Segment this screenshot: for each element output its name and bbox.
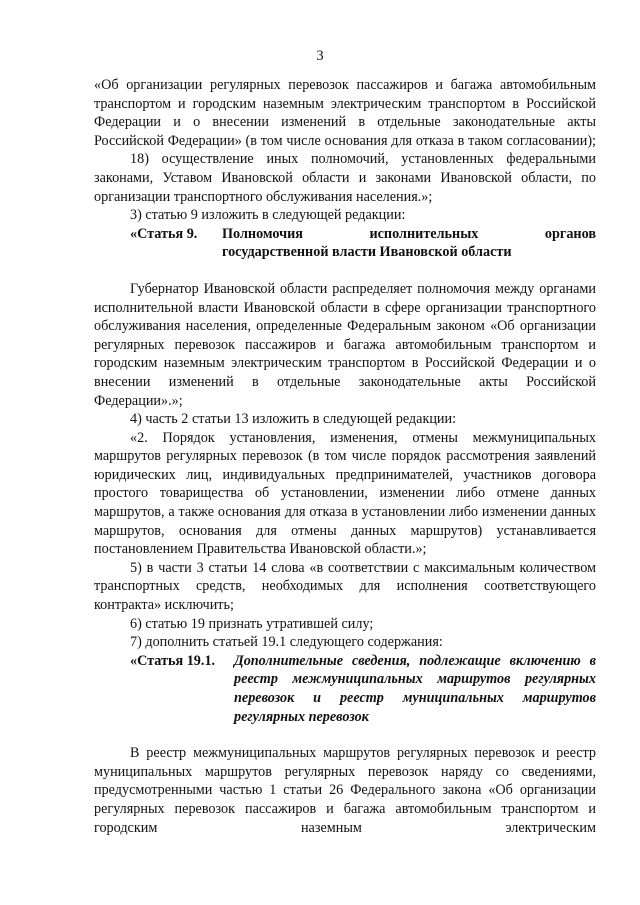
paragraph-item-4: 4) часть 2 статьи 13 изложить в следующей редакции:	[130, 411, 457, 428]
document-body	[94, 76, 596, 837]
paragraph-part-2: «2. Порядок установления, изменения, отмены межмуниципальных маршрутов регулярных перевозок (в том числе порядок рассмотрения заявлений юридических лиц, индивидуальных предпринимателей, участников договора простого товарищества об установлении, изменении либо отмене данных маршрутов, а также основания для отказа в установлении либо изменении данных маршрутов, основания для отмены данных маршрутов) устанавливается постановлением Правительства Ивановской области.»;	[94, 429, 596, 558]
paragraph-registry: В реестр межмуниципальных маршрутов регулярных перевозок и реестр муниципальных маршрутов регулярных перевозок наряду со сведениями, предусмотренными частью 1 статьи 26 Федерального закона «Об организации регулярных перевозок пассажиров и багажа автомобильным транспортом и городским наземным электрическим	[94, 745, 596, 836]
article-19-1-title: Дополнительные сведения, подлежащие включению в реестр межмуниципальных маршрутов регулярных перевозок и реестр муниципальных маршрутов регулярных перевозок	[234, 652, 596, 725]
paragraph-item-3: 3) статью 9 изложить в следующей редакции:	[130, 207, 406, 224]
paragraph-law-reference: «Об организации регулярных перевозок пассажиров и багажа автомобильным транспортом и городским наземным электрическим транспортом в Российской Федерации и о внесении изменений в отдельные законодательные акты Российской Федерации» (в том числе основания для отказа в таком согласовании);	[94, 77, 596, 149]
paragraph-item-5: 5) в части 3 статьи 14 слова «в соответствии с максимальным количеством транспортных средств, необходимых для исполнения соответствующего контракта» исключить;	[94, 559, 596, 614]
paragraph-item-18: 18) осуществление иных полномочий, установленных федеральными законами, Уставом Ивановской области и законами Ивановской области, по организации транспортного обслуживания населения.»;	[94, 151, 596, 205]
paragraph-governor: Губернатор Ивановской области распределяет полномочия между органами исполнительной власти Ивановской области в сфере организации транспортного обслуживания населения, определенные Федеральным законом «Об организации регулярных перевозок пассажиров и багажа автомобильным транспортом и городским наземным электрическим транспортом в Российской Федерации и о внесении изменений в отдельные законодательные акты Российской Федерации».»;	[94, 280, 596, 409]
article-19-1-label: «Статья 19.1.	[130, 652, 216, 669]
article-9-heading	[94, 225, 596, 262]
article-9-title-line1: Полномочия исполнительных органов	[222, 225, 596, 242]
paragraph-item-7: 7) дополнить статьей 19.1 следующего содержания:	[130, 634, 443, 651]
article-19-1-heading	[94, 652, 596, 726]
article-9-label: «Статья 9.	[130, 225, 198, 242]
article-9-title-line2: государственной власти Ивановской области	[222, 244, 512, 261]
page-number: 3	[316, 48, 324, 64]
article-9-title	[222, 225, 596, 262]
paragraph-item-6: 6) статью 19 признать утратившей силу;	[130, 615, 374, 632]
